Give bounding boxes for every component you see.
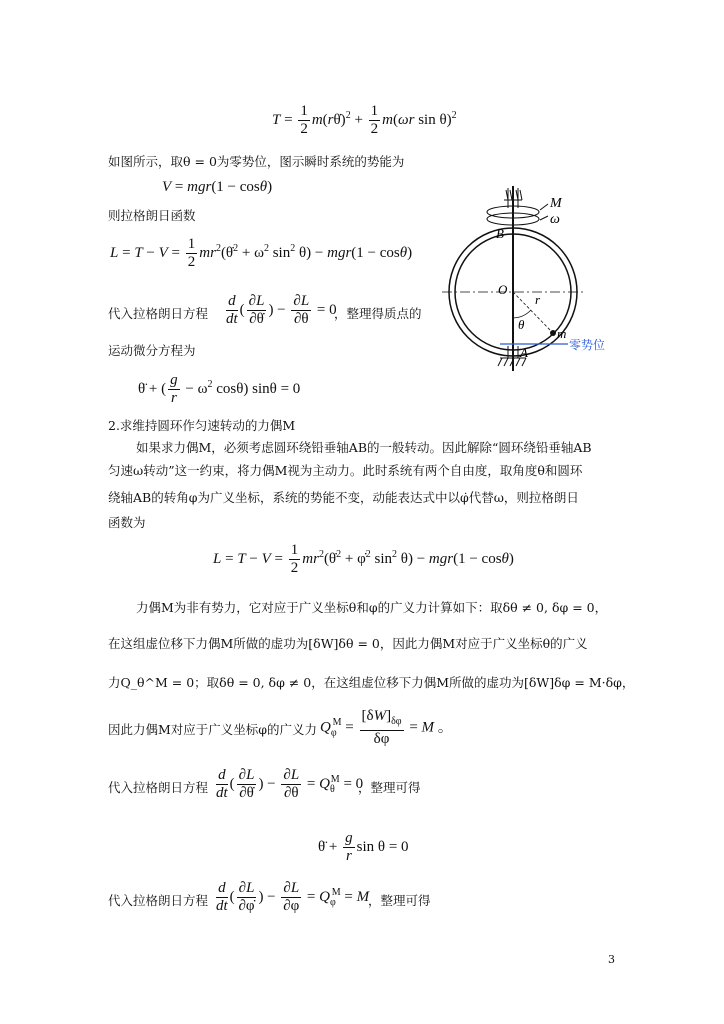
paragraph-line: 力Q_θ^M = 0；取δθ = 0, δφ ≠ 0，在这组虚位移下力偶M所做的虚功为[δW]δφ = M·δφ， bbox=[108, 675, 635, 690]
label-A: A bbox=[520, 345, 528, 360]
text-line: 代入拉格朗日方程 bbox=[108, 780, 209, 795]
equation-lagrange-2: $\frac{d}{dt}$ ( $\frac{\partial L}{\partial\thetȧ}$ ) − $\frac{\partial L}{\partial\theta}$ = $Q_\theta^M = 0$ bbox=[216, 767, 364, 801]
equation-lagrange-1: $\frac{d}{dt}$ ( $\frac{\partial L}{\partial\thetȧ}$ ) − $\frac{\partial L}{\partial\theta}$ = 0 bbox=[226, 293, 337, 327]
label-B: B bbox=[496, 226, 504, 241]
paragraph-line: 在这组虚位移下力偶M所做的虚功为[δW]δθ = 0，因此力偶M对应于广义坐标θ的广义 bbox=[108, 636, 588, 651]
label-zero-potential: 零势位 bbox=[569, 338, 606, 352]
label-theta: θ bbox=[518, 317, 525, 332]
label-omega: ω bbox=[550, 212, 560, 227]
particle-m bbox=[550, 330, 556, 336]
text-line: 则拉格朗日函数 bbox=[108, 208, 196, 223]
paragraph-line: 如果求力偶M，必须考虑圆环绕铅垂轴AB的一般转动。因此解除“圆环绕铅垂轴AB bbox=[136, 440, 592, 455]
equation-potential: V = mgr(1 − cosθ) bbox=[162, 179, 273, 195]
label-r: r bbox=[535, 292, 541, 307]
equation-lagrangian-2: L = T − V = $\frac{1}{2}$ $mr^2(\thetȧ^2$ + φ̇$^2$ $\sin^2 \theta) - mgr(1 - \cos\theta)$ bbox=[213, 542, 514, 576]
text-line: 代入拉格朗日方程 bbox=[108, 893, 209, 908]
label-M: M bbox=[550, 196, 562, 211]
equation-final-1: θ̈ + $\frac{g}{r}$ sin θ = 0 bbox=[318, 830, 409, 864]
paragraph-line: 因此力偶M对应于广义坐标φ的广义力 bbox=[108, 722, 318, 737]
equation-generalized-force: $Q_\varphi^M$ = $\frac{[\delta W]_{\delta\varphi}}{\delta\varphi}$ = M 。 bbox=[320, 708, 453, 747]
equation-lagrangian-1: L = T − V = $\frac{1}{2}$ $mr^2(\thetȧ^2 + \omega^2$ $\sin^2 \theta) - mgr(1 - \cos\theta)$ bbox=[110, 236, 413, 270]
paragraph-line: 绕轴AB的转角φ为广义坐标，系统的势能不变，动能表达式中以φ̇代替ω，则拉格朗日 bbox=[108, 490, 579, 505]
equation-motion: θ̈ + ( $\frac{g}{r}$ − $\omega^2$ cosθ) sinθ = 0 bbox=[138, 372, 301, 406]
label-m: m bbox=[557, 326, 567, 341]
page-number: 3 bbox=[608, 953, 615, 966]
section-heading: 2.求维持圆环作匀速转动的力偶M bbox=[108, 418, 296, 433]
paragraph-line: 函数为 bbox=[108, 515, 146, 530]
text-line: 如图所示，取θ = 0为零势位，图示瞬时系统的势能为 bbox=[108, 154, 405, 169]
paragraph-line: 匀速ω转动”这一约束，将力偶M视为主动力。此时系统有两个自由度，取角度θ和圆环 bbox=[108, 463, 583, 478]
equation-kinetic-energy: T = $\frac{1}{2}$ m(rθ̇)$^2$ + $\frac{1}{2}$ m(ωr sin θ)$^2$ bbox=[272, 103, 457, 137]
text-line: ，整理得质点的 bbox=[334, 306, 422, 321]
paragraph-line: 力偶M为非有势力，它对应于广义坐标θ和φ的广义力计算如下：取δθ ≠ 0, δφ = 0， bbox=[136, 600, 608, 615]
equation-lagrange-3: $\frac{d}{dt}$ ( $\frac{\partial L}{\partial\varphi̇}$ ) − $\frac{\partial L}{\partial\varphi}$ = $Q_\varphi^M = M$ bbox=[216, 880, 370, 914]
text-line: 运动微分方程为 bbox=[108, 343, 196, 358]
text-line: ，整理可得 bbox=[358, 780, 421, 795]
text-line: 代入拉格朗日方程 bbox=[108, 306, 209, 321]
label-O: O bbox=[498, 282, 508, 297]
text-line: ，整理可得 bbox=[368, 893, 431, 908]
ring-diagram bbox=[440, 186, 620, 386]
